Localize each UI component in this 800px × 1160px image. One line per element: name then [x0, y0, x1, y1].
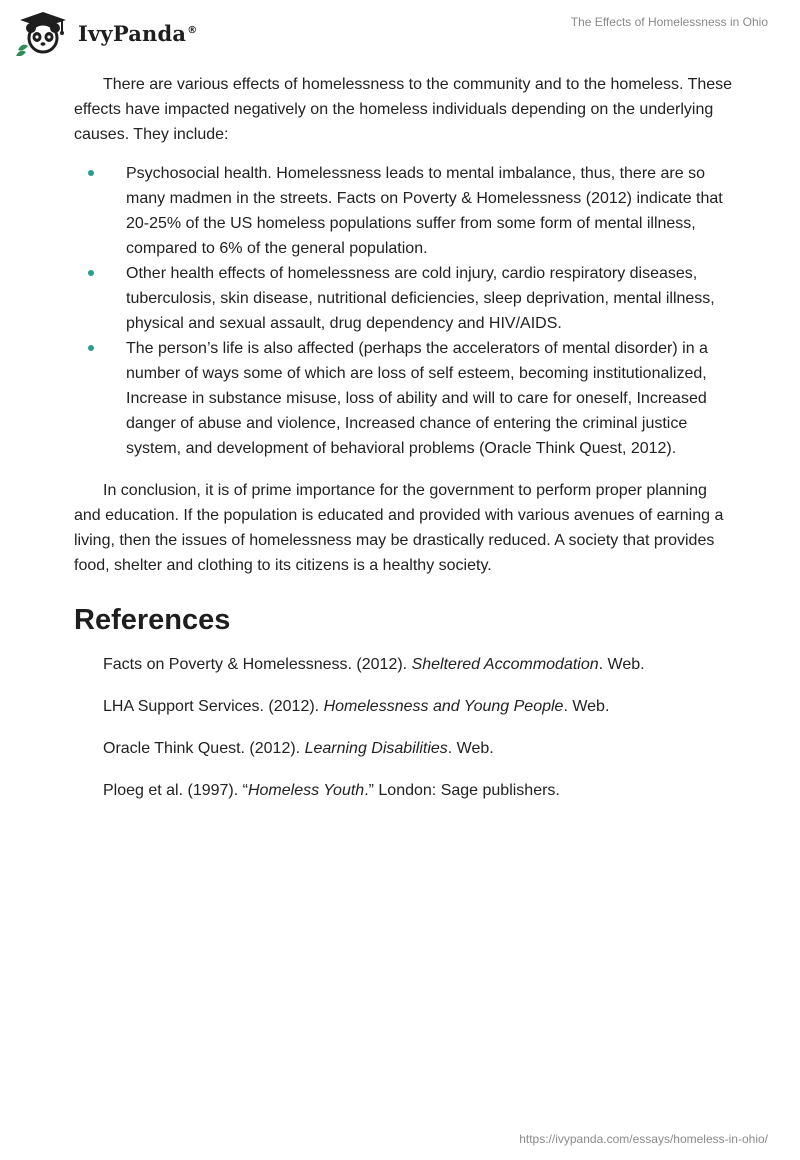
effects-list	[74, 161, 734, 461]
reference-item: Oracle Think Quest. (2012). Learning Disabilities. Web.	[103, 740, 494, 757]
reference-item: LHA Support Services. (2012). Homelessness and Young People. Web.	[103, 698, 610, 715]
panda-graduate-icon	[14, 10, 72, 56]
page-header	[0, 0, 800, 60]
bullet-icon	[88, 345, 94, 351]
list-item	[74, 336, 734, 461]
intro-paragraph: There are various effects of homelessness to the community and to the homeless. These effects have impacted negatively on the homeless individuals depending on the underlying causes. They include:	[74, 76, 733, 143]
references-list	[74, 654, 734, 802]
list-item-text: The person’s life is also affected (perhaps the accelerators of mental disorder) in a number of ways some of which are loss of self esteem, becoming institutionalized, Increase in substance misuse, loss of ability and will to care for oneself, Increased danger of abuse and violence, Increased chance of entering the criminal justice system, and development of behavioral problems (Oracle Think Quest, 2012).	[126, 340, 708, 457]
essay-body	[74, 72, 734, 822]
bullet-icon	[88, 170, 94, 176]
list-item-text: Other health effects of homelessness are cold injury, cardio respiratory diseases, tuberculosis, skin disease, nutritional deficiencies, sleep deprivation, mental illness, physical and sexual assault, drug dependency and HIV/AIDS.	[126, 265, 715, 332]
list-item-text: Psychosocial health. Homelessness leads to mental imbalance, thus, there are so many madmen in the streets. Facts on Poverty & Homelessness (2012) indicate that 20-25% of the US homeless populations suffer from some form of mental illness, compared to 6% of the general population.	[126, 165, 723, 257]
references-heading: References	[74, 604, 231, 636]
registered-mark: ®	[187, 24, 198, 36]
ivypanda-logo[interactable]	[14, 8, 197, 58]
reference-item: Ploeg et al. (1997). “Homeless Youth.” London: Sage publishers.	[103, 782, 560, 799]
document-title: The Effects of Homelessness in Ohio	[570, 15, 768, 29]
footer-url-link[interactable]: https://ivypanda.com/essays/homeless-in-ohio/	[519, 1132, 768, 1146]
conclusion-paragraph: In conclusion, it is of prime importance for the government to perform proper planning and education. If the population is educated and provided with various avenues of earning a living, then the issues of homelessness may be drastically reduced. A society that provides food, shelter and clothing to its citizens is a healthy society.	[74, 482, 724, 574]
list-item	[74, 161, 734, 261]
reference-item: Facts on Poverty & Homelessness. (2012). Sheltered Accommodation. Web.	[103, 656, 645, 673]
list-item	[74, 261, 734, 336]
logo-text: IvyPanda®	[78, 20, 198, 46]
bullet-icon	[88, 270, 94, 276]
